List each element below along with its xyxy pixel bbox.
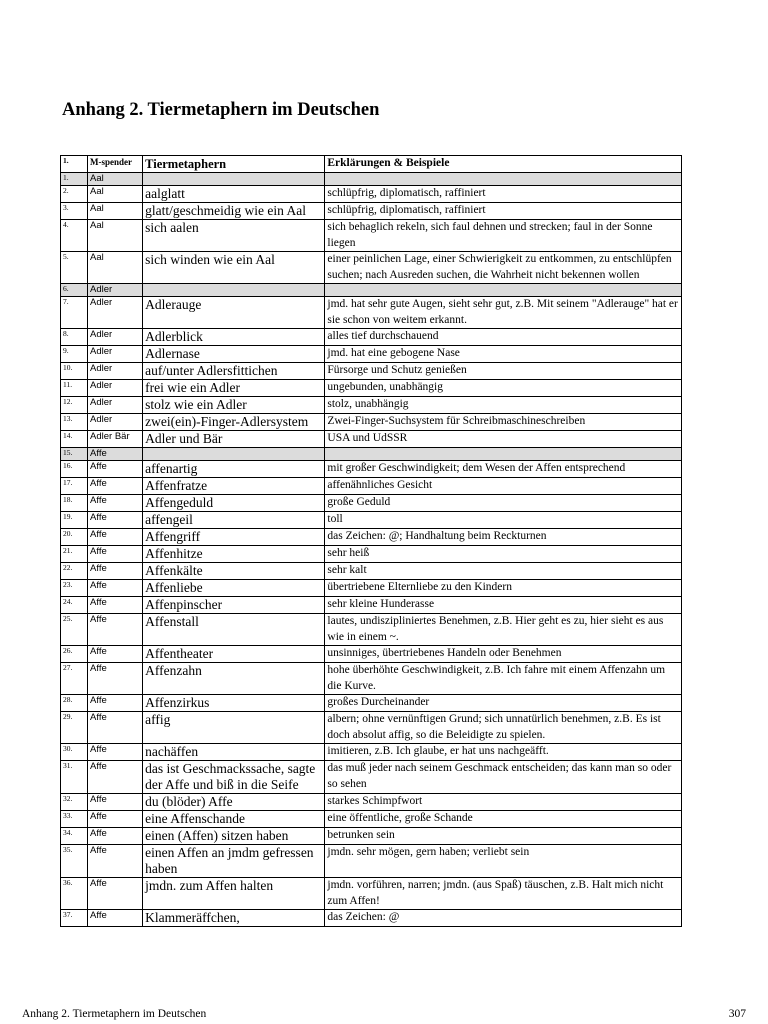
explanation: schlüpfrig, diplomatisch, raffiniert — [325, 203, 682, 220]
row-number: 33. — [61, 811, 88, 828]
metaphor-source: Aal — [88, 252, 143, 284]
metaphor-source: Adler — [88, 297, 143, 329]
explanation: lautes, undiszipliniertes Benehmen, z.B. Hier geht es zu, hier sieht es aus wie in einem ~. — [325, 614, 682, 646]
explanation: Zwei-Finger-Suchsystem für Schreibmaschineschreiben — [325, 414, 682, 431]
table-row — [61, 614, 682, 646]
row-number: 12. — [61, 397, 88, 414]
explanation: schlüpfrig, diplomatisch, raffiniert — [325, 186, 682, 203]
row-number: 28. — [61, 695, 88, 712]
explanation: unsinniges, übertriebenes Handeln oder Benehmen — [325, 646, 682, 663]
metaphor: Adlerauge — [143, 297, 325, 329]
metaphor: auf/unter Adlersfittichen — [143, 363, 325, 380]
row-number: 26. — [61, 646, 88, 663]
group-row — [61, 284, 682, 297]
metaphor: Klammeräffchen, — [143, 910, 325, 927]
row-number: 32. — [61, 794, 88, 811]
row-number: 24. — [61, 597, 88, 614]
row-number: 36. — [61, 878, 88, 910]
table-row — [61, 695, 682, 712]
metaphor: jmdn. zum Affen halten — [143, 878, 325, 910]
row-number: 30. — [61, 744, 88, 761]
metaphor: Affenkälte — [143, 563, 325, 580]
metaphor-source: Affe — [88, 695, 143, 712]
row-number: 7. — [61, 297, 88, 329]
row-number: 15. — [61, 448, 88, 461]
explanation: USA und UdSSR — [325, 431, 682, 448]
header-explanation: Erklärungen & Beispiele — [325, 156, 682, 173]
row-number: 16. — [61, 461, 88, 478]
metaphor: zwei(ein)-Finger-Adlersystem — [143, 414, 325, 431]
table-row — [61, 512, 682, 529]
explanation: jmdn. vorführen, narren; jmdn. (aus Spaß) täuschen, z.B. Halt mich nicht zum Affen! — [325, 878, 682, 910]
table-row — [61, 461, 682, 478]
metaphor: frei wie ein Adler — [143, 380, 325, 397]
metaphor-source: Affe — [88, 461, 143, 478]
row-number: 25. — [61, 614, 88, 646]
table-row — [61, 495, 682, 512]
table-body — [61, 156, 682, 927]
group-row — [61, 448, 682, 461]
metaphor: sich winden wie ein Aal — [143, 252, 325, 284]
row-number: 21. — [61, 546, 88, 563]
explanation: jmd. hat eine gebogene Nase — [325, 346, 682, 363]
metaphor-source: Affe — [88, 512, 143, 529]
row-number: 3. — [61, 203, 88, 220]
metaphor-source: Affe — [88, 663, 143, 695]
metaphor-source: Aal — [88, 186, 143, 203]
metaphor-source: Affe — [88, 712, 143, 744]
explanation — [325, 173, 682, 186]
explanation: sehr heiß — [325, 546, 682, 563]
metaphor-source: Affe — [88, 614, 143, 646]
row-number: 29. — [61, 712, 88, 744]
metaphor-source: Affe — [88, 878, 143, 910]
metaphor: Affenpinscher — [143, 597, 325, 614]
metaphor-source: Aal — [88, 220, 143, 252]
table-row — [61, 380, 682, 397]
metaphor: Adlernase — [143, 346, 325, 363]
table-row — [61, 329, 682, 346]
table-row — [61, 346, 682, 363]
explanation: starkes Schimpfwort — [325, 794, 682, 811]
table-row — [61, 828, 682, 845]
metaphor: Affengeduld — [143, 495, 325, 512]
row-number: 8. — [61, 329, 88, 346]
explanation: toll — [325, 512, 682, 529]
metaphor-source: Aal — [88, 173, 143, 186]
metaphor: sich aalen — [143, 220, 325, 252]
table-row — [61, 397, 682, 414]
row-number: 9. — [61, 346, 88, 363]
table-row — [61, 910, 682, 927]
metaphor: affenartig — [143, 461, 325, 478]
table-row — [61, 811, 682, 828]
metaphor-source: Affe — [88, 563, 143, 580]
metaphor-table — [60, 155, 682, 927]
metaphor-source: Affe — [88, 448, 143, 461]
table-row — [61, 220, 682, 252]
metaphor-source: Affe — [88, 744, 143, 761]
table-row — [61, 663, 682, 695]
metaphor: das ist Geschmackssache, sagte der Affe und biß in die Seife — [143, 761, 325, 794]
metaphor: nachäffen — [143, 744, 325, 761]
metaphor-source: Adler — [88, 414, 143, 431]
row-number: 13. — [61, 414, 88, 431]
explanation: ungebunden, unabhängig — [325, 380, 682, 397]
metaphor-source: Affe — [88, 597, 143, 614]
metaphor: Affenhitze — [143, 546, 325, 563]
table-row — [61, 563, 682, 580]
explanation: alles tief durchschauend — [325, 329, 682, 346]
metaphor: Affenfratze — [143, 478, 325, 495]
explanation: mit großer Geschwindigkeit; dem Wesen der Affen entsprechend — [325, 461, 682, 478]
metaphor — [143, 173, 325, 186]
metaphor: aalglatt — [143, 186, 325, 203]
explanation: große Geduld — [325, 495, 682, 512]
row-number: 18. — [61, 495, 88, 512]
table-row — [61, 363, 682, 380]
row-number: 35. — [61, 845, 88, 878]
page-title: Anhang 2. Tiermetaphern im Deutschen — [62, 100, 380, 120]
metaphor-source: Aal — [88, 203, 143, 220]
metaphor: einen (Affen) sitzen haben — [143, 828, 325, 845]
metaphor: Affentheater — [143, 646, 325, 663]
explanation: eine öffentliche, große Schande — [325, 811, 682, 828]
table-row — [61, 761, 682, 794]
metaphor: eine Affenschande — [143, 811, 325, 828]
metaphor: stolz wie ein Adler — [143, 397, 325, 414]
table-row — [61, 431, 682, 448]
metaphor — [143, 448, 325, 461]
explanation: sehr kalt — [325, 563, 682, 580]
explanation: übertriebene Elternliebe zu den Kindern — [325, 580, 682, 597]
explanation: sehr kleine Hunderasse — [325, 597, 682, 614]
metaphor: Adlerblick — [143, 329, 325, 346]
table-row — [61, 478, 682, 495]
explanation: sich behaglich rekeln, sich faul dehnen und strecken; faul in der Sonne liegen — [325, 220, 682, 252]
row-number: 1. — [61, 173, 88, 186]
row-number: 14. — [61, 431, 88, 448]
row-number: 5. — [61, 252, 88, 284]
explanation: stolz, unabhängig — [325, 397, 682, 414]
header-number: 1. — [61, 156, 88, 173]
metaphor: affig — [143, 712, 325, 744]
metaphor-source: Affe — [88, 794, 143, 811]
table-row — [61, 794, 682, 811]
row-number: 10. — [61, 363, 88, 380]
metaphor: Affenzahn — [143, 663, 325, 695]
metaphor-source: Affe — [88, 646, 143, 663]
metaphor: Affengriff — [143, 529, 325, 546]
explanation: albern; ohne vernünftigen Grund; sich unnatürlich benehmen, z.B. Es ist doch absolut affig, so die Beleidigte zu spielen. — [325, 712, 682, 744]
explanation: jmd. hat sehr gute Augen, sieht sehr gut, z.B. Mit seinem "Adlerauge" hat er sie schon von weitem erkannt. — [325, 297, 682, 329]
table-row — [61, 580, 682, 597]
group-row — [61, 173, 682, 186]
explanation: imitieren, z.B. Ich glaube, er hat uns nachgeäfft. — [325, 744, 682, 761]
table-row — [61, 186, 682, 203]
metaphor: einen Affen an jmdm gefressen haben — [143, 845, 325, 878]
metaphor: Affenstall — [143, 614, 325, 646]
explanation: Fürsorge und Schutz genießen — [325, 363, 682, 380]
row-number: 37. — [61, 910, 88, 927]
footer-title: Anhang 2. Tiermetaphern im Deutschen — [22, 1008, 207, 1020]
explanation: hohe überhöhte Geschwindigkeit, z.B. Ich fahre mit einem Affenzahn um die Kurve. — [325, 663, 682, 695]
table-row — [61, 529, 682, 546]
table-row — [61, 203, 682, 220]
metaphor-source: Affe — [88, 845, 143, 878]
table-row — [61, 597, 682, 614]
metaphor-source: Adler — [88, 363, 143, 380]
metaphor-source: Affe — [88, 478, 143, 495]
metaphor-source: Affe — [88, 529, 143, 546]
header-source: M-spender — [88, 156, 143, 173]
metaphor-source: Affe — [88, 828, 143, 845]
explanation: das Zeichen: @ — [325, 910, 682, 927]
table-row — [61, 712, 682, 744]
metaphor: glatt/geschmeidig wie ein Aal — [143, 203, 325, 220]
metaphor-source: Adler — [88, 284, 143, 297]
metaphor-source: Adler — [88, 329, 143, 346]
table-row — [61, 744, 682, 761]
metaphor-source: Adler — [88, 346, 143, 363]
metaphor-source: Adler Bär — [88, 431, 143, 448]
metaphor: Adler und Bär — [143, 431, 325, 448]
explanation: das Zeichen: @; Handhaltung beim Reckturnen — [325, 529, 682, 546]
row-number: 31. — [61, 761, 88, 794]
row-number: 4. — [61, 220, 88, 252]
row-number: 22. — [61, 563, 88, 580]
explanation: affenähnliches Gesicht — [325, 478, 682, 495]
metaphor-source: Adler — [88, 397, 143, 414]
metaphor — [143, 284, 325, 297]
explanation: betrunken sein — [325, 828, 682, 845]
explanation: großes Durcheinander — [325, 695, 682, 712]
table-row — [61, 646, 682, 663]
table-row — [61, 297, 682, 329]
row-number: 11. — [61, 380, 88, 397]
explanation — [325, 448, 682, 461]
row-number: 27. — [61, 663, 88, 695]
table-row — [61, 252, 682, 284]
table-row — [61, 878, 682, 910]
explanation: einer peinlichen Lage, einer Schwierigkeit zu entkommen, zu entschlüpfen suchen; nach Ausreden suchen, die Wahrheit nicht bekennen wollen — [325, 252, 682, 284]
metaphor-source: Affe — [88, 811, 143, 828]
metaphor-source: Affe — [88, 580, 143, 597]
row-number: 20. — [61, 529, 88, 546]
explanation: jmdn. sehr mögen, gern haben; verliebt sein — [325, 845, 682, 878]
metaphor: Affenzirkus — [143, 695, 325, 712]
metaphor-source: Affe — [88, 495, 143, 512]
row-number: 19. — [61, 512, 88, 529]
row-number: 23. — [61, 580, 88, 597]
row-number: 6. — [61, 284, 88, 297]
row-number: 34. — [61, 828, 88, 845]
metaphor: du (blöder) Affe — [143, 794, 325, 811]
table-row — [61, 546, 682, 563]
row-number: 2. — [61, 186, 88, 203]
table-header-row — [61, 156, 682, 173]
table-row — [61, 414, 682, 431]
explanation — [325, 284, 682, 297]
metaphor-source: Adler — [88, 380, 143, 397]
metaphor: Affenliebe — [143, 580, 325, 597]
page-number: 307 — [728, 1008, 746, 1020]
explanation: das muß jeder nach seinem Geschmack entscheiden; das kann man so oder so sehen — [325, 761, 682, 794]
row-number: 17. — [61, 478, 88, 495]
metaphor-source: Affe — [88, 761, 143, 794]
header-metaphor: Tiermetaphern — [143, 156, 325, 173]
metaphor-source: Affe — [88, 546, 143, 563]
table-row — [61, 845, 682, 878]
metaphor: affengeil — [143, 512, 325, 529]
metaphor-source: Affe — [88, 910, 143, 927]
